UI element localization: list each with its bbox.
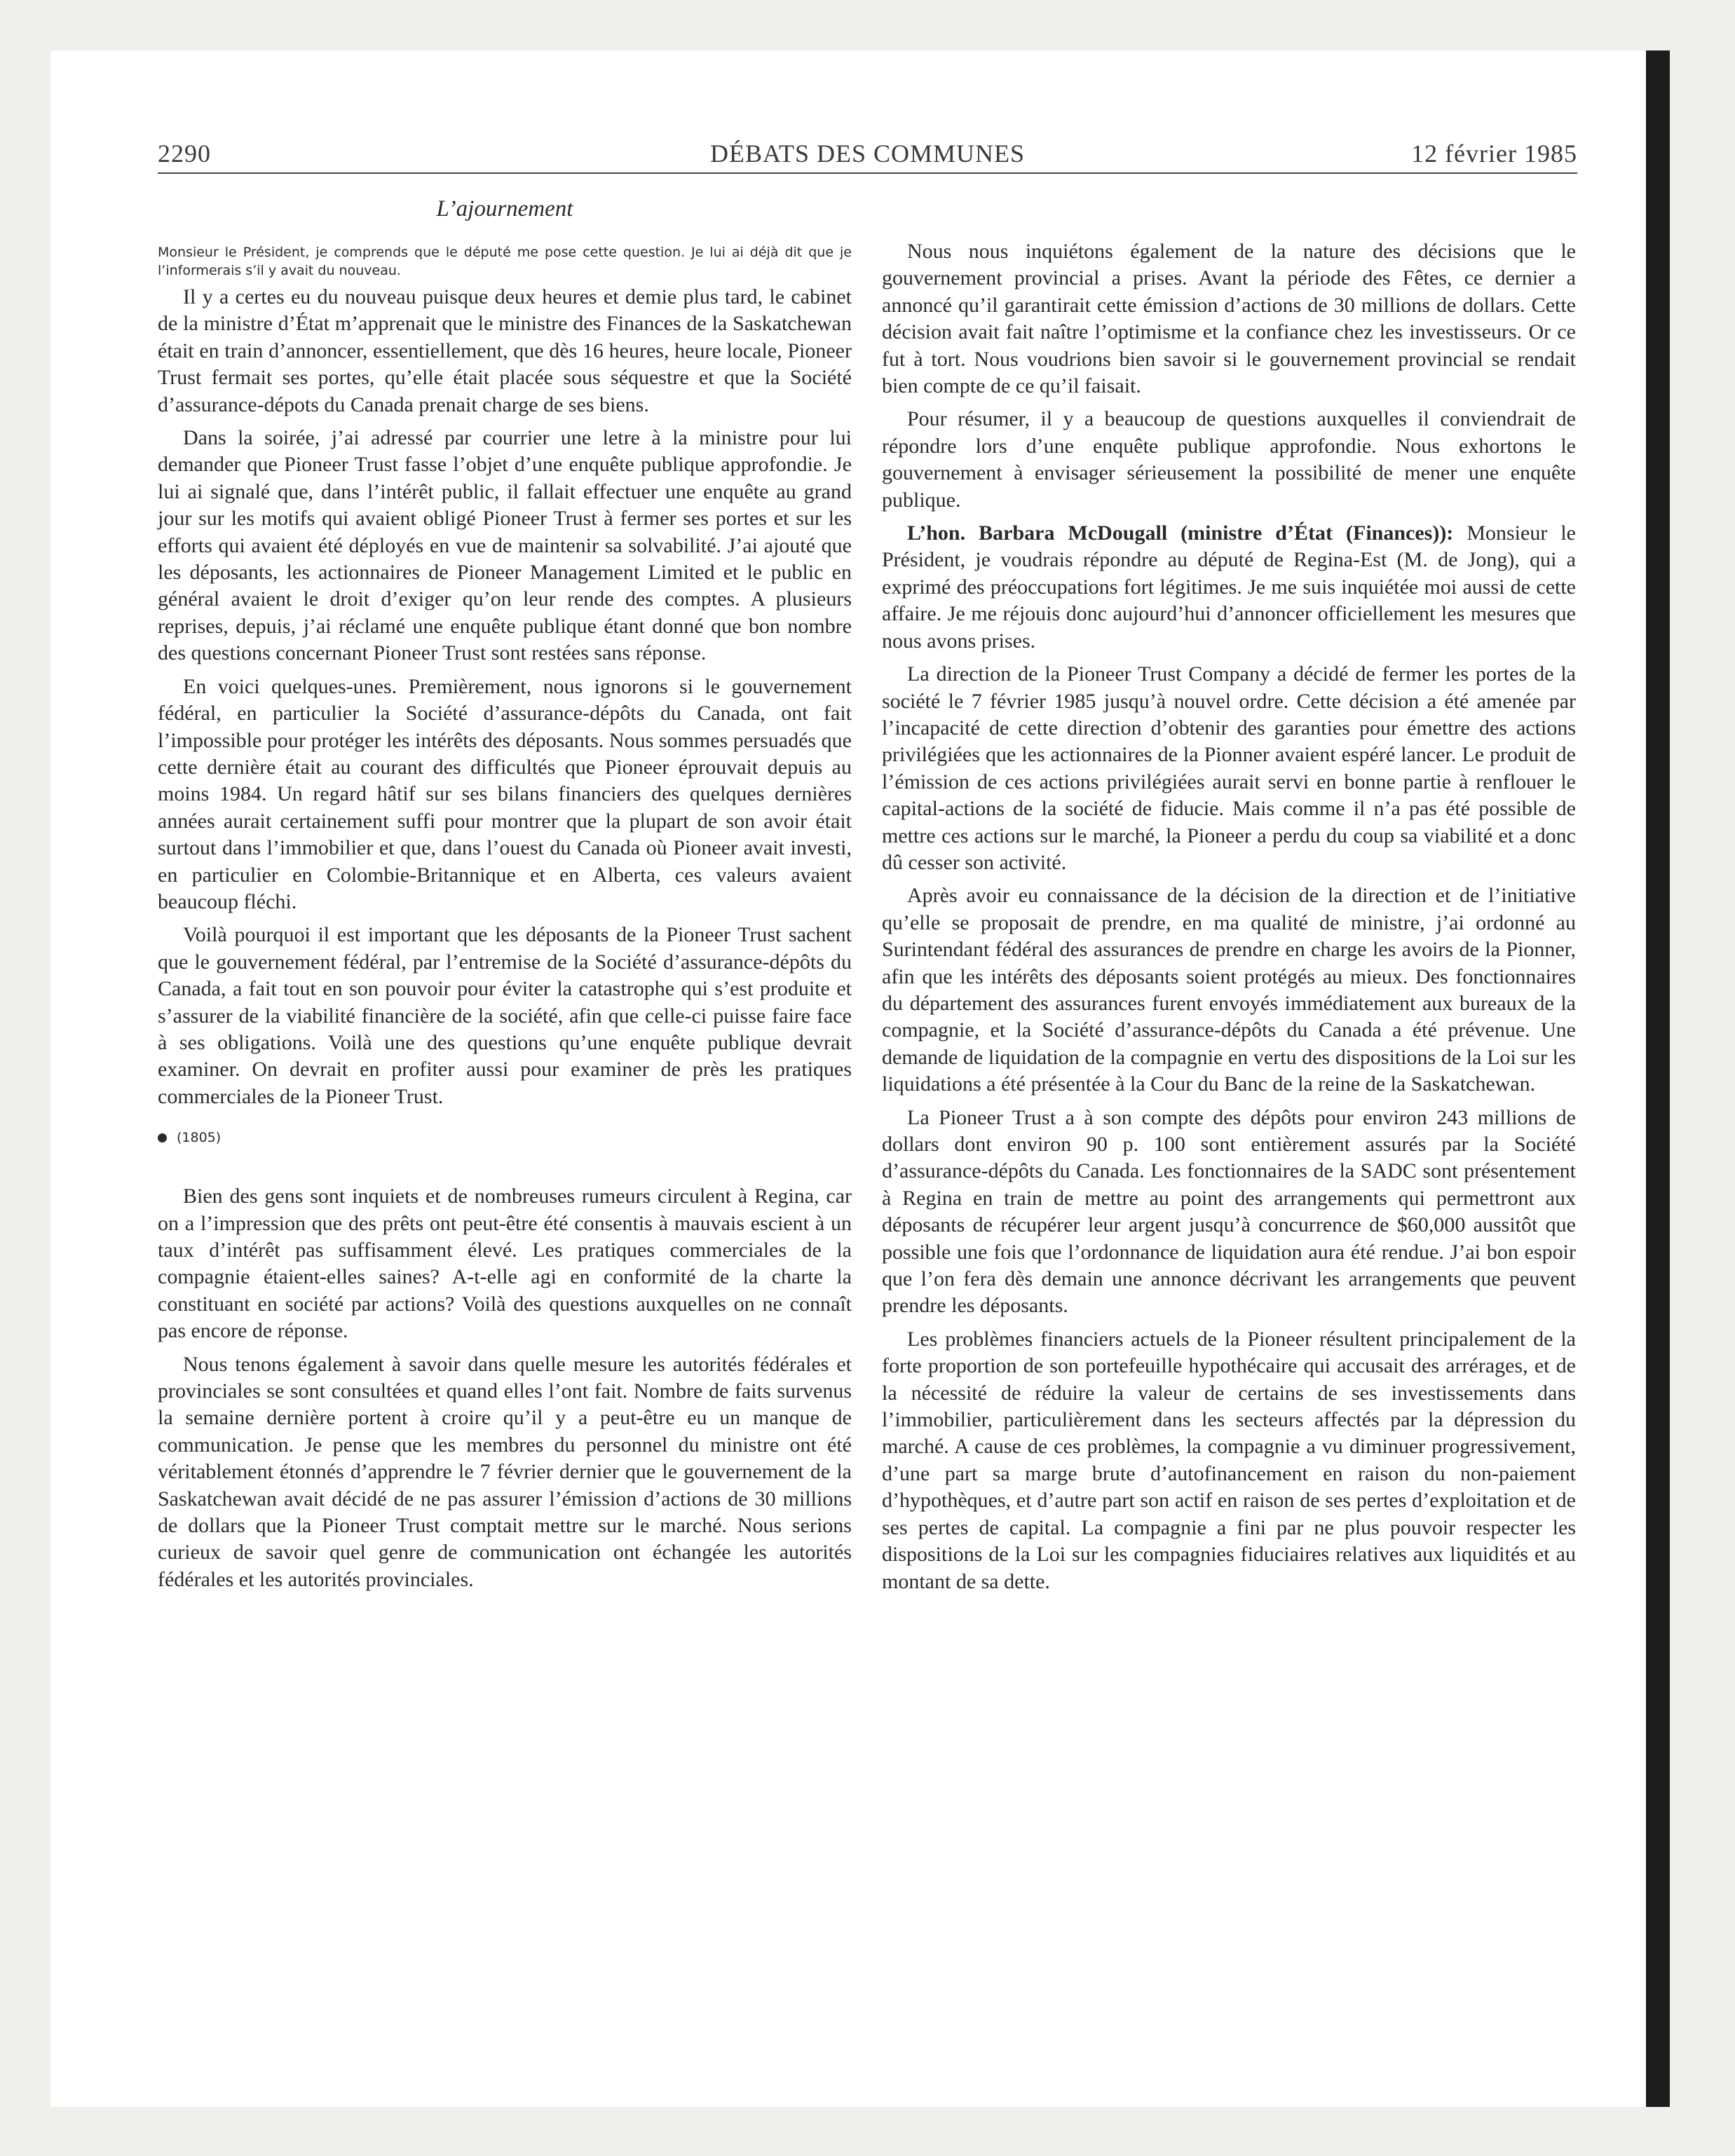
- bullet-icon: [158, 1133, 167, 1142]
- paragraph: Bien des gens sont inquiets et de nombreuses rumeurs circulent à Regina, car on a l’impression que des prêts ont peut-être été consentis à mauvais escient à un taux d’intérêt pas suffisamment élevé. Les pratiques commerciales de la compagnie étaient-elles saines? A-t-elle agi en conformité de la charte la constituant en société par actions? Voilà des questions auxquelles on ne connaît pas encore de réponse.: [158, 1185, 852, 1343]
- paragraph: Nous tenons également à savoir dans quelle mesure les autorités fédérales et provinciales se sont consultées et quand elles l’ont fait. Nombre de faits survenus la semaine dernière portent à croire qu’il y a peut-être eu un manque de communication. Je pense que les membres du personnel du ministre ont été véritablement étonnés d’apprendre le 7 février dernier que le gouvernement de la Saskatchewan avait décidé de ne pas assurer l’émission d’actions de 30 millions de dollars que la Pioneer Trust comptait mettre sur le marché. Nous serions curieux de savoir quel genre de communication ont échangée les autorités fédérales et les autorités provinciales.: [158, 1352, 852, 1591]
- left-column: [158, 196, 852, 1599]
- paragraph: Voilà pourquoi il est important que les déposants de la Pioneer Trust sachent que le gouvernement fédéral, par l’entremise de la Société d’assurance-dépôts du Canada, a fait tout en son pouvoir pour éviter la catastrophe qui s’est produite et s’assurer de la viabilité financière de la société, afin que celle-ci puisse faire face à ses obligations. Voilà une des questions qu’une enquête publique devrait examiner. On devrait en profiter aussi pour examiner de près les pratiques commerciales de la Pioneer Trust.: [158, 923, 852, 1108]
- header-rule: [158, 172, 1577, 174]
- paragraph: Pour résumer, il y a beaucoup de questions auxquelles il conviendrait de répondre lors d’une enquête publique approfondie. Nous exhortons le gouvernement à envisager sérieusement la possibilité de mener une enquête publique.: [882, 407, 1576, 512]
- speaker-paragraph: [882, 520, 1576, 655]
- page-number: 2290: [158, 139, 211, 168]
- speaker-text: Monsieur le Président, je voudrais répondre au député de Regina-Est (M. de Jong), qui a exprimé des préoccupations fort légitimes. Je me suis inquiétée moi aussi de cette affaire. Je me réjouis donc aujourd’hui d’annoncer officiellement les mesures que nous avons prises.: [882, 521, 1576, 653]
- time-marker-text: (1805): [177, 1130, 222, 1146]
- page-header: [158, 139, 1577, 174]
- time-marker: [158, 1130, 852, 1145]
- paragraph: La Pioneer Trust a à son compte des dépôts pour environ 243 millions de dollars dont environ 90 p. 100 sont entièrement assurés par la Société d’assurance-dépôts du Canada. Les fonctionnaires de la SADC sont présentement à Regina en train de mettre au point des arrangements qui permettront aux déposants de récupérer leur argent jusqu’à concurrence de $60,000 aussitôt que possible une fois que l’ordonnance de liquidation aura été rendue. J’ai bon espoir que l’on fera dès demain une annonce décrivant les arrangements que peuvent prendre les déposants.: [882, 1105, 1576, 1318]
- paragraph: Dans la soirée, j’ai adressé par courrier une letre à la ministre pour lui demander que Pioneer Trust fasse l’objet d’une enquête publique approfondie. Je lui ai signalé que, dans l’intérêt public, il fallait effectuer une enquête au grand jour sur les motifs qui avaient obligé Pioneer Trust à fermer ses portes et sur les efforts qui avaient été déployés en vue de maintenir sa solvabilité. J’ai ajouté que les déposants, les actionnaires de Pioneer Management Limited et le public en général avaient le droit d’exiger qu’on leur rende des comptes. A plusieurs reprises, depuis, j’ai réclamé une enquête publique étant donné que bon nombre des questions concernant Pioneer Trust sont restées sans réponse.: [158, 426, 852, 665]
- right-column: [882, 238, 1576, 1602]
- paragraph: En voici quelques-unes. Premièrement, nous ignorons si le gouvernement fédéral, en particulier la Société d’assurance-dépôts du Canada, ont fait l’impossible pour protéger les intérêts des déposants. Nous sommes persuadés que cette dernière était au courant des difficultés que Pioneer éprouvait depuis au moins 1984. Un regard hâtif sur ses bilans financiers des quelques dernières années aurait certainement suffi pour montrer que la plupart de son avoir était surtout dans l’immobilier et que, dans l’ouest du Canada où Pioneer avait investi, en particulier en Colombie-Britannique et en Alberta, ces valeurs avaient beaucoup fléchi.: [158, 674, 852, 913]
- paragraph: Nous nous inquiétons également de la nature des décisions que le gouvernement provincial a prises. Avant la période des Fêtes, ce dernier a annoncé qu’il garantirait cette émission d’actions de 30 millions de dollars. Cette décision avait fait naître l’optimisme et la confiance chez les investisseurs. Or ce fut à tort. Nous voudrions bien savoir si le gouvernement provincial se rendait bien compte de ce qu’il faisait.: [882, 240, 1576, 398]
- issue-date: 12 février 1985: [1411, 139, 1577, 168]
- paragraph: Après avoir eu connaissance de la décision de la direction et de l’initiative qu’elle se proposait de prendre, en ma qualité de ministre, j’ai ordonné au Surintendant fédéral des assurances de prendre en charge les avoirs de la Pionner, afin que les intérêts des déposants soient protégés au mieux. Des fonctionnaires du département des assurances furent envoyés immédiatement aux bureaux de la compagnie, et la Société d’assurance-dépôts du Canada a été prévenue. Une demande de liquidation de la compagnie en vertu des dispositions de la Loi sur les liquidations a été présentée à la Cour du Banc de la reine de la Saskatchewan.: [882, 884, 1576, 1096]
- scan-edge-bar: [1646, 50, 1670, 2107]
- intro-paragraph: Monsieur le Président, je comprends que le député me pose cette question. Je lui ai déjà dit que je l’informerais s’il y avait du nouveau.: [158, 245, 852, 278]
- paragraph: Il y a certes eu du nouveau puisque deux heures et demie plus tard, le cabinet de la ministre d’État m’apprenait que le ministre des Finances de la Saskatchewan était en train d’annoncer, essentiellement, que dès 16 heures, heure locale, Pioneer Trust fermait ses portes, qu’elle était placée sous séquestre et que la Société d’assurance-dépots du Canada prenait charge de ses biens.: [158, 285, 852, 416]
- section-heading: L’ajournement: [436, 196, 573, 221]
- speaker-name: L’hon. Barbara McDougall (ministre d’État (Finances)):: [907, 521, 1454, 545]
- paragraph: Les problèmes financiers actuels de la Pioneer résultent principalement de la forte proportion de son portefeuille hypothécaire qui accusait des arrérages, et de la nécessité de réduire la valeur de certains de ses investissements dans l’immobilier, particulièrement dans les secteurs affectés par la dépression du marché. A cause de ces problèmes, la compagnie a vu diminuer progressivement, d’une part sa marge brute d’autofinancement en raison du non-paiement d’hypothèques, et d’autre part son actif en raison de ses pertes d’exploitation et de ses pertes de capital. La compagnie a fini par ne plus pouvoir respecter les dispositions de la Loi sur les compagnies fiduciaires relatives aux liquidités et au montant de sa dette.: [882, 1327, 1576, 1593]
- journal-title: DÉBATS DES COMMUNES: [709, 139, 1026, 168]
- paragraph: La direction de la Pioneer Trust Company a décidé de fermer les portes de la société le 7 février 1985 jusqu’à nouvel ordre. Cette décision a été amenée par l’incapacité de cette direction d’obtenir des garanties pour émettre des actions privilégiées que les actionnaires de la Pionner avaient espéré lancer. Le produit de l’émission de ces actions privilégiées aurait servi en bonne partie à renflouer le capital-actions de la société de fiducie. Mais comme il n’a pas été possible de mettre ces actions sur le marché, la Pioneer a perdu du coup sa viabilité et a donc dû cesser son activité.: [882, 662, 1576, 874]
